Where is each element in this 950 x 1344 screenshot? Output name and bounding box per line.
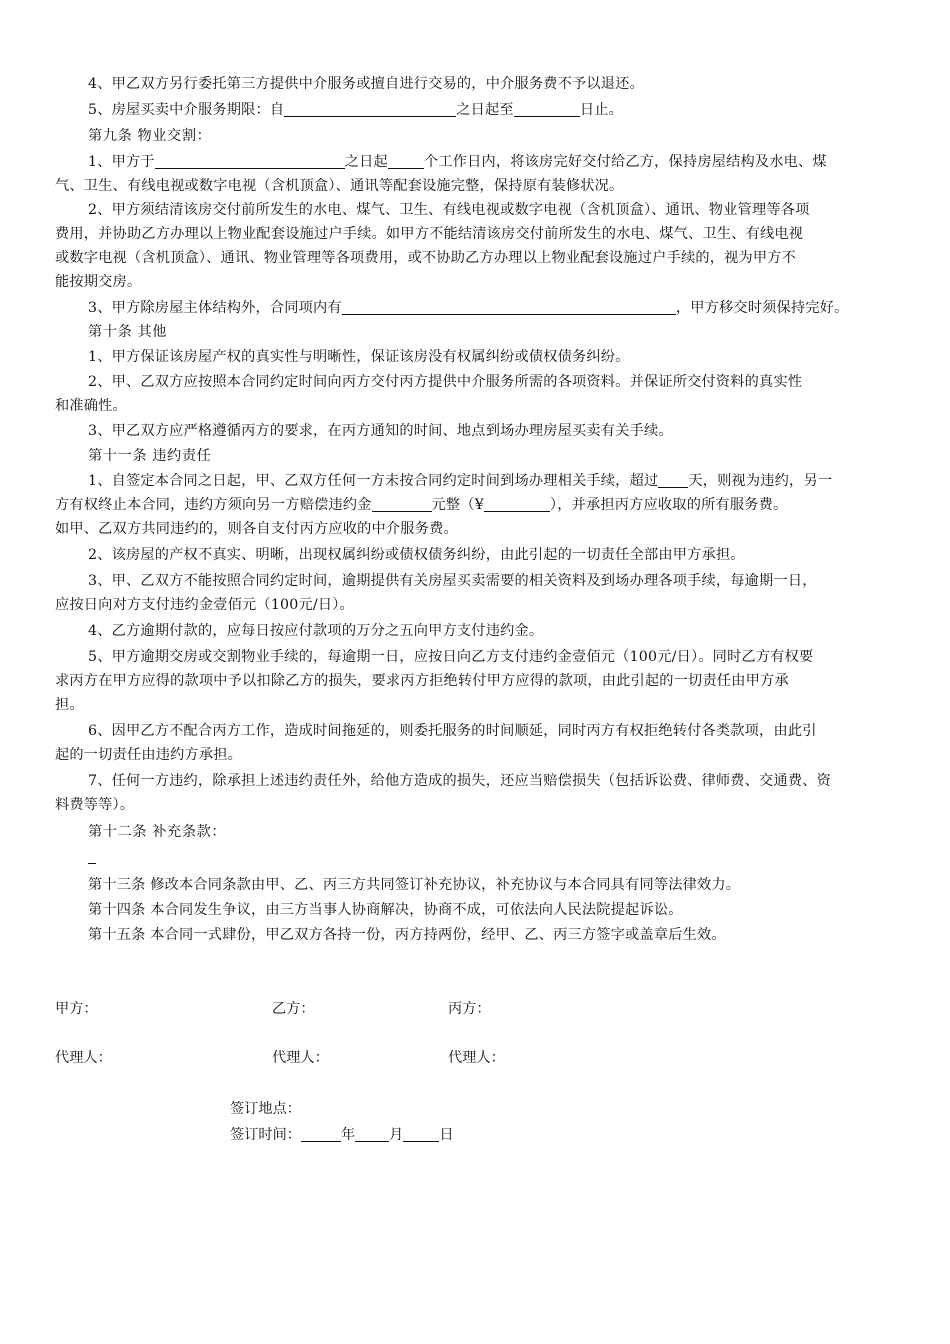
fixtures-label: 3、甲方除房屋主体结构外，合同项内有 [88, 300, 342, 316]
clause-9-item-2-cont-2: 或数字电视（含机顶盒）、通讯、物业管理等各项费用，或不协助乙方办理以上物业配套设施过户手续的，视为甲方不 [55, 250, 797, 266]
year-label: 年 [340, 1127, 356, 1143]
clause-10-item-2: 2、甲、乙双方应按照本合同约定时间向丙方交付丙方提供中介服务所需的各项资料。并保证所交付资料的真实性 [88, 374, 803, 390]
clause-11-item-1-cont-2: 如甲、乙双方共同违约的，则各自支付丙方应收的中介服务费。 [55, 521, 458, 537]
clause-10-heading: 第十条 其他 [88, 324, 168, 340]
clause-11-item-3: 3、甲、乙双方不能按照合同约定时间，逾期提供有关房屋买卖需要的相关资料及到场办理各项手续，每逾期一日， [88, 573, 817, 589]
clause-9-item-1-cont: 气、卫生、有线电视或数字电视（含机顶盒）、通讯等配套设施完整，保持原有装修状况。 [55, 178, 624, 194]
clause-11-item-4: 4、乙方逾期付款的，应每日按应付款项的万分之五向甲方支付违约金。 [88, 623, 544, 639]
clause-9-item-3 [88, 297, 933, 319]
penalty-label: 方有权终止本合同，违约方须向另一方赔偿违约金 [55, 497, 372, 513]
service-period-label: 5、房屋买卖中介服务期限：自 [88, 102, 285, 118]
clause-10-item-2-cont: 和准确性。 [55, 398, 127, 414]
clause-11-item-6-cont: 起的一切责任由违约方承担。 [55, 747, 243, 763]
party-c-label: 丙方： [448, 1001, 491, 1017]
handover-date-label: 1、甲方于 [88, 154, 155, 170]
fixtures-blank [342, 299, 676, 315]
day-label: 日 [439, 1127, 454, 1143]
signing-time-line [230, 1124, 454, 1146]
period-start-blank [284, 101, 456, 117]
fixtures-rest-text: ，甲方移交时须保持完好。 [675, 300, 849, 316]
signing-time-label: 签订时间： [230, 1127, 301, 1143]
clause-10-item-1: 1、甲方保证该房屋产权的真实性与明晰性，保证该房没有权属纠纷或债权债务纠纷。 [88, 349, 630, 365]
penalty-rest-text: ），并承担丙方应收取的所有服务费。 [549, 497, 788, 513]
clause-13: 第十三条 修改本合同条款由甲、乙、丙三方共同签订补充协议，补充协议与本合同具有同等法律效力。 [88, 877, 741, 893]
signing-place-label: 签订地点： [230, 1101, 301, 1117]
clause-11-item-5: 5、甲方逾期交房或交割物业手续的，每逾期一日，应按日向乙方支付违约金壹佰元（100元/日）。同时乙方有权要 [88, 649, 814, 665]
handover-days-blank [388, 153, 424, 169]
period-mid-text: 之日起至 [456, 102, 514, 118]
clause-11-item-7-cont: 料费等等）。 [55, 797, 135, 813]
handover-mid-text: 之日起 [344, 154, 388, 170]
agent-b-label: 代理人： [272, 1050, 329, 1066]
clause-11-item-5-cont-1: 求丙方在甲方应得的款项中予以扣除乙方的损失，要求丙方拒绝转付甲方应得的款项，由此引起的一切责任由甲方承 [55, 673, 789, 689]
clause-11-item-2: 2、该房屋的产权不真实、明晰，出现权属纠纷或债权债务纠纷，由此引起的一切责任全部由甲方承担。 [88, 547, 745, 563]
clause-12-heading: 第十二条 补充条款： [88, 824, 227, 840]
clause-14: 第十四条 本合同发生争议，由三方当事人协商解决，协商不成，可依法向人民法院提起诉讼。 [88, 902, 683, 918]
clause-8-item-5 [88, 99, 933, 121]
clause-11-item-7: 7、任何一方违约，除承担上述违约责任外，给他方造成的损失，还应当赔偿损失（包括诉讼费、律师费、交通费、资 [88, 773, 831, 789]
clause-9-item-1 [88, 151, 933, 173]
clause-15: 第十五条 本合同一式肆份，甲乙双方各持一份，丙方持两份，经甲、乙、丙三方签字或盖章后生效。 [88, 927, 726, 943]
party-a-label: 甲方： [55, 1001, 98, 1017]
clause-9-heading: 第九条 物业交割： [88, 128, 212, 144]
clause-9-item-2-cont-1: 费用，并协助乙方办理以上物业配套设施过户手续。如甲方不能结清该房交付前所发生的水电、煤气、卫生、有线电视 [55, 226, 804, 242]
agent-c-label: 代理人： [448, 1050, 505, 1066]
clause-10-item-3: 3、甲乙双方应严格遵循丙方的要求，在丙方通知的时间、地点到场办理房屋买卖有关手续。 [88, 423, 673, 439]
penalty-amount-blank [372, 496, 432, 512]
penalty-currency-text: 元整（¥ [431, 497, 484, 513]
clause-11-item-5-cont-2: 担。 [55, 697, 84, 713]
agent-a-label: 代理人： [55, 1050, 112, 1066]
year-blank [301, 1126, 341, 1142]
party-b-label: 乙方： [272, 1001, 315, 1017]
supplementary-blank-line [88, 846, 933, 868]
clause-8-item-4: 4、甲乙双方另行委托第三方提供中介服务或擅自进行交易的，中介服务费不予以退还。 [88, 76, 644, 92]
clause-11-item-6: 6、因甲乙方不配合丙方工作，造成时间拖延的，则委托服务的时间顺延，同时丙方有权拒绝转付各类款项，由此引 [88, 723, 817, 739]
month-blank [355, 1126, 389, 1142]
supplementary-blank [88, 848, 96, 864]
late-days-blank [658, 472, 688, 488]
period-end-blank [514, 101, 580, 117]
period-end-text: 日止。 [579, 102, 623, 118]
late-days-rest: 天，则视为违约，另一 [688, 473, 833, 489]
clause-9-item-2-cont-3: 能按期交房。 [55, 274, 142, 290]
late-days-label: 1、自签定本合同之日起，甲、乙双方任何一方未按合同约定时间到场办理相关手续，超过 [88, 473, 659, 489]
clause-11-item-1 [88, 470, 933, 492]
month-label: 月 [389, 1127, 404, 1143]
clause-11-item-1-cont-1 [55, 494, 900, 516]
handover-rest-text: 个工作日内，将该房完好交付给乙方，保持房屋结构及水电、煤 [423, 154, 827, 170]
day-blank [403, 1126, 439, 1142]
clause-9-item-2: 2、甲方须结清该房交付前所发生的水电、煤气、卫生、有线电视或数字电视（含机顶盒）、通讯、物业管理等各项 [88, 202, 810, 218]
clause-11-item-3-cont: 应按日向对方支付违约金壹佰元（100元/日）。 [55, 597, 354, 613]
clause-11-heading: 第十一条 违约责任 [88, 448, 212, 464]
penalty-numeric-blank [484, 496, 550, 512]
handover-date-blank [155, 153, 345, 169]
